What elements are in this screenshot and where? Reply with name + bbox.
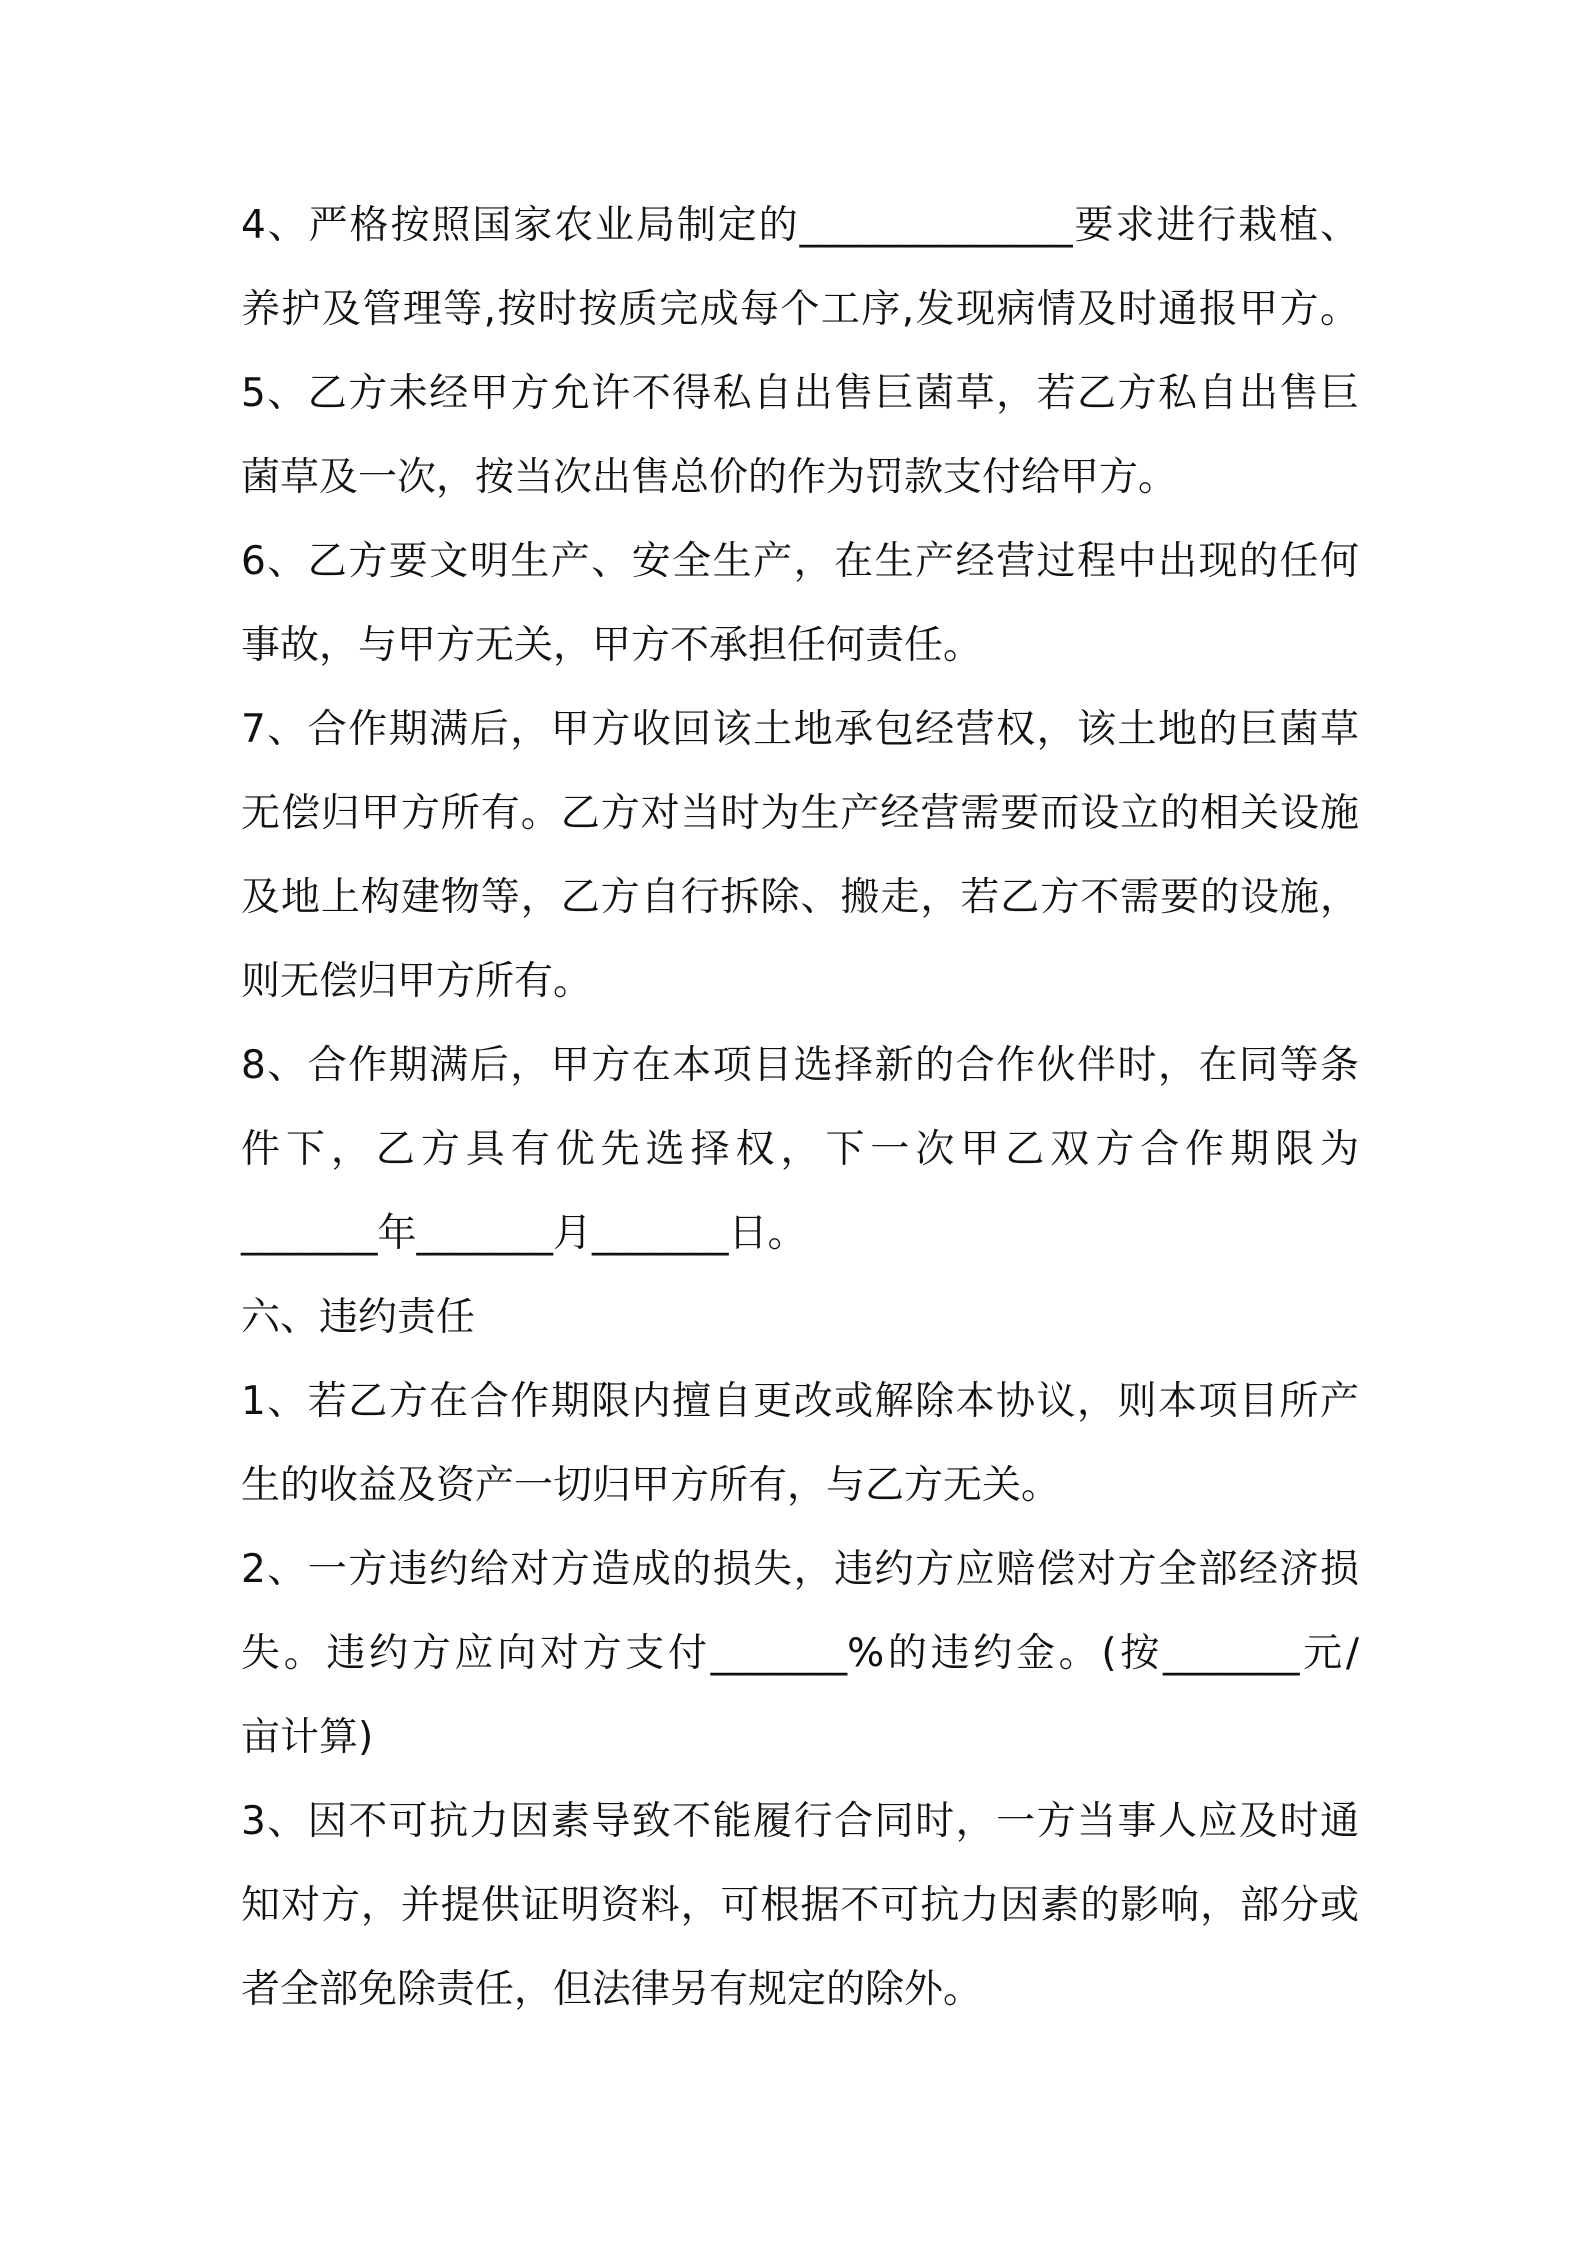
clause-8-line-2: 件下，乙方具有优先选择权，下一次甲乙双方合作期限为 bbox=[241, 1127, 1359, 1172]
breach-clause-2-line-3: 亩计算) bbox=[241, 1715, 374, 1760]
clause-7-line-3: 及地上构建物等，乙方自行拆除、搬走，若乙方不需要的设施， bbox=[241, 875, 1359, 920]
clause-4-line-1: 4、严格按照国家农业局制定的______________要求进行栽植、 bbox=[241, 203, 1359, 248]
breach-clause-2-line-1: 2、一方违约给对方造成的损失，违约方应赔偿对方全部经济损 bbox=[241, 1547, 1359, 1592]
breach-clause-1-line-1: 1、若乙方在合作期限内擅自更改或解除本协议，则本项目所产 bbox=[241, 1379, 1359, 1424]
breach-clause-3-line-1: 3、因不可抗力因素导致不能履行合同时，一方当事人应及时通 bbox=[241, 1799, 1359, 1844]
clause-6-line-2: 事故，与甲方无关，甲方不承担任何责任。 bbox=[241, 623, 983, 668]
breach-clause-3-line-3: 者全部免除责任，但法律另有规定的除外。 bbox=[241, 1967, 983, 2012]
clause-8-line-1: 8、合作期满后，甲方在本项目选择新的合作伙伴时，在同等条 bbox=[241, 1043, 1359, 1088]
breach-clause-3-line-2: 知对方，并提供证明资料，可根据不可抗力因素的影响，部分或 bbox=[241, 1883, 1359, 1928]
clause-5-line-1: 5、乙方未经甲方允许不得私自出售巨菌草，若乙方私自出售巨 bbox=[241, 371, 1359, 416]
contract-text-body bbox=[241, 184, 1359, 2032]
clause-7-line-1: 7、合作期满后，甲方收回该土地承包经营权，该土地的巨菌草 bbox=[241, 707, 1359, 752]
clause-8-line-3: _______年_______月_______日。 bbox=[241, 1211, 807, 1256]
clause-6-line-1: 6、乙方要文明生产、安全生产，在生产经营过程中出现的任何 bbox=[241, 539, 1359, 584]
clause-7-line-4: 则无偿归甲方所有。 bbox=[241, 959, 593, 1004]
breach-clause-2-line-2: 失。违约方应向对方支付_______%的违约金。(按_______元/ bbox=[241, 1631, 1359, 1676]
section-heading-breach-liability: 六、违约责任 bbox=[241, 1295, 476, 1340]
clause-7-line-2: 无偿归甲方所有。乙方对当时为生产经营需要而设立的相关设施 bbox=[241, 791, 1359, 836]
clause-4-line-2: 养护及管理等,按时按质完成每个工序,发现病情及时通报甲方。 bbox=[241, 287, 1359, 332]
clause-5-line-2: 菌草及一次，按当次出售总价的作为罚款支付给甲方。 bbox=[241, 455, 1178, 500]
breach-clause-1-line-2: 生的收益及资产一切归甲方所有，与乙方无关。 bbox=[241, 1463, 1061, 1508]
